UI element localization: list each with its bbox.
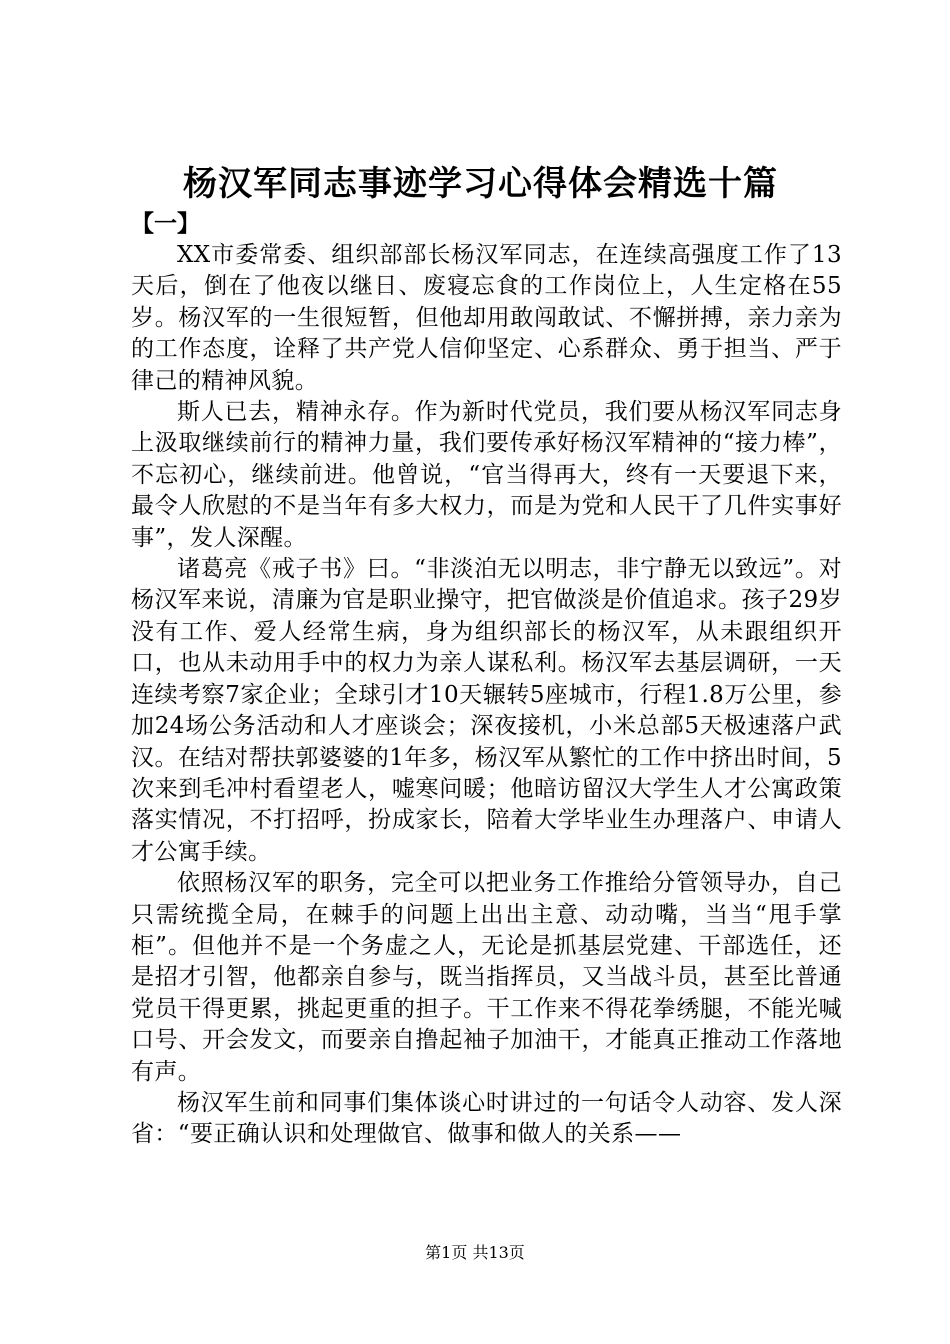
paragraph-3: 诸葛亮《戒子书》曰。“非淡泊无以明志，非宁静无以致远”。对杨汉军来说，清廉为官是职业操守，把官做淡是价值追求。孩子29岁没有工作、爱人经常生病，身为组织部长的杨汉军，从未跟组织开口，也从未动用手中的权力为亲人谋私利。杨汉军去基层调研，一天连续考察7家企业；全球引才10天辗转5座城市，行程1.8万公里，参加24场公务活动和人才座谈会；深夜接机，小米总部5天极速落户武汉。在结对帮扶郭婆婆的1年多，杨汉军从繁忙的工作中挤出时间，5次来到毛冲村看望老人，嘘寒问暖；他暗访留汉大学生人才公寓政策落实情况，不打招呼，扮成家长，陪着大学毕业生办理落户、申请人才公寓手续。 (131, 556, 842, 865)
paragraph-5: 杨汉军生前和同事们集体谈心时讲过的一句话令人动容、发人深省：“要正确认识和处理做官、做事和做人的关系—— (131, 1089, 842, 1148)
document-title: 杨汉军同志事迹学习心得体会精选十篇 (183, 164, 778, 204)
section-label: 【一】 (131, 210, 200, 237)
paragraph-1: XX市委常委、组织部部长杨汉军同志，在连续高强度工作了13天后，倒在了他夜以继日、废寝忘食的工作岗位上，人生定格在55岁。杨汉军的一生很短暂，但他却用敢闯敢试、不懈拼搏，亲力亲为的工作态度，诠释了共产党人信仰坚定、心系群众、勇于担当、严于律己的精神风貌。 (131, 242, 842, 394)
paragraph-2: 斯人已去，精神永存。作为新时代党员，我们要从杨汉军同志身上汲取继续前行的精神力量，我们要传承好杨汉军精神的“接力棒”，不忘初心，继续前进。他曾说，“官当得再大，终有一天要退下来，最令人欣慰的不是当年有多大权力，而是为党和人民干了几件实事好事”，发人深醒。 (131, 399, 842, 551)
page-footer: 第1页 共13页 (425, 1243, 525, 1262)
paragraph-4: 依照杨汉军的职务，完全可以把业务工作推给分管领导办，自己只需统揽全局，在棘手的问题上出出主意、动动嘴，当当“甩手掌柜”。但他并不是一个务虚之人，无论是抓基层党建、干部选任，还是招才引智，他都亲自参与，既当指挥员，又当战斗员，甚至比普通党员干得更累，挑起更重的担子。干工作来不得花拳绣腿，不能光喊口号、开会发文，而要亲自撸起袖子加油干，才能真正推动工作落地有声。 (131, 870, 842, 1085)
